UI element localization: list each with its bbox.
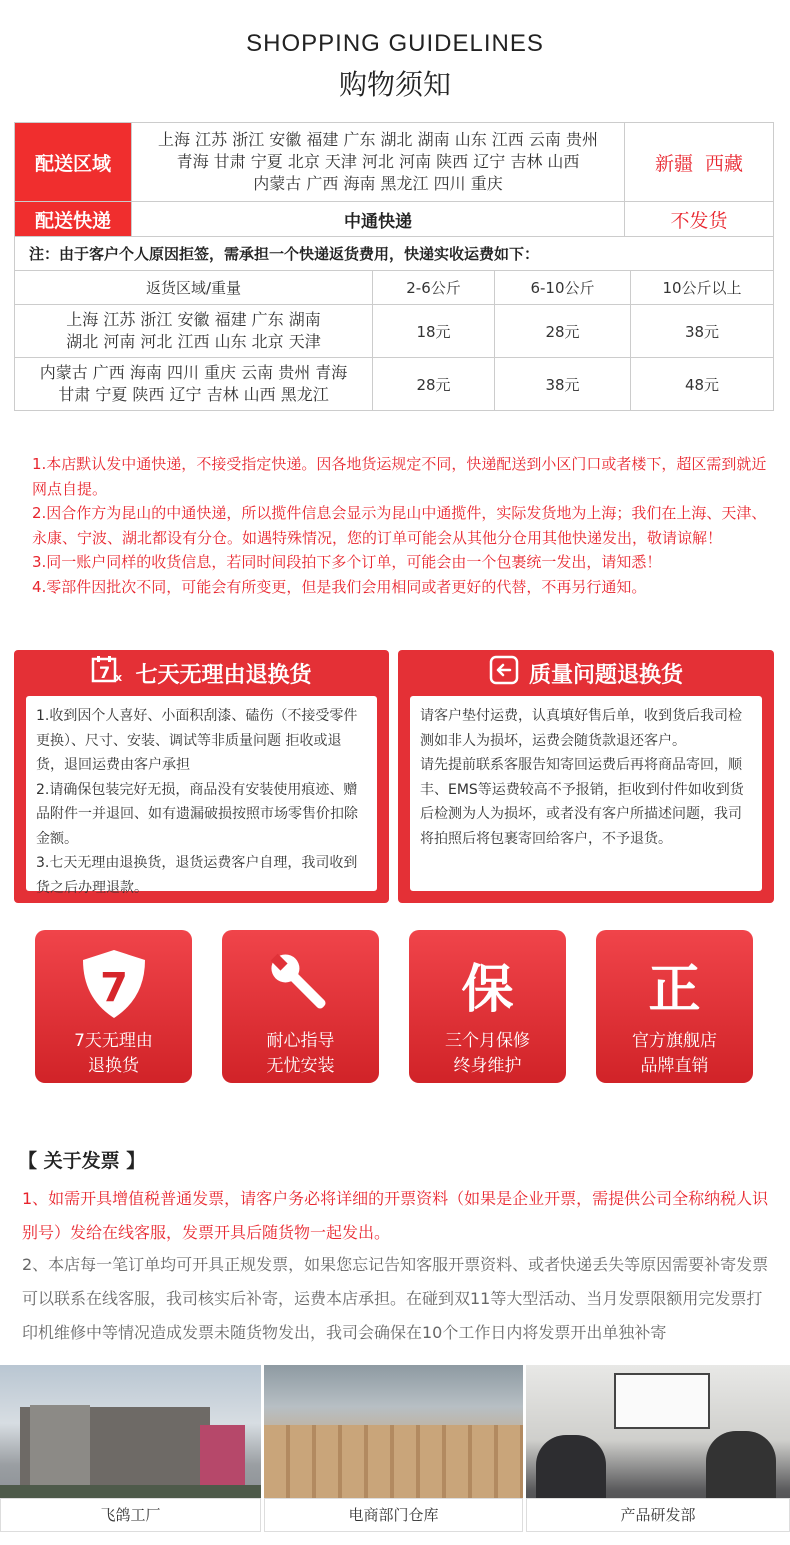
price-cell: 38元 [631, 305, 774, 358]
refusal-note: 注：由于客户个人原因拒签，需承担一个快递返货费用，快递实收运费如下： [14, 236, 774, 270]
policy-item: 3.七天无理由退换货，退货运费客户自理，我司收到货之后办理退款。 [36, 855, 358, 896]
price-cell: 38元 [495, 358, 631, 411]
badge-line1: 耐心指导 [266, 1031, 335, 1051]
column-header: 返货区域/重量 [15, 271, 373, 305]
seven-day-content [26, 696, 377, 896]
photo-caption: 电商部门仓库 [264, 1498, 523, 1532]
badge-warranty [409, 930, 566, 1083]
region-line: 上海 江苏 浙江 安徽 福建 广东 湖南 [66, 310, 321, 329]
seven-day-title [14, 650, 389, 696]
quality-title-text: 质量问题退换货 [528, 662, 683, 688]
price-cell: 18元 [373, 305, 495, 358]
seven-day-title-text: 七天无理由退换货 [135, 662, 312, 688]
return-arrow-icon [489, 655, 519, 691]
badge-line1: 官方旗舰店 [632, 1031, 717, 1051]
region-cell [15, 305, 373, 358]
svg-text:7: 7 [99, 663, 111, 682]
badge-line1: 三个月保修 [445, 1031, 530, 1051]
badge-seven-day [35, 930, 192, 1083]
badge-line2: 无忧安装 [266, 1056, 335, 1076]
bao-char-icon: 保 [461, 959, 514, 1020]
quality-return-box [398, 650, 774, 903]
notice-item: 4.零部件因批次不同，可能会有所变更，但是我们会用相同或者更好的代替，不再另行通知。 [32, 577, 647, 596]
photo-caption: 产品研发部 [526, 1498, 790, 1532]
invoice-item-1: 1、如需开具增值税普通发票，请客户务必将详细的开票资料（如果是企业开票，需提供公司全称纳税人识别号）发给在线客服，发票开具后随货物一起发出。 [22, 1189, 769, 1242]
shipping-notices [32, 452, 772, 599]
area-line: 上海 江苏 浙江 安徽 福建 广东 湖北 湖南 山东 江西 云南 贵州 [158, 130, 598, 149]
shield-7-icon [35, 944, 192, 1024]
page-title-en: SHOPPING GUIDELINES [246, 30, 544, 57]
policy-item: 2.请确保包装完好无损，商品没有安装使用痕迹、赠品附件一并退回、如有遗漏破损按照市场零售价扣除金额。 [36, 781, 358, 847]
svg-text:x: x [115, 671, 123, 684]
policy-item: 1.收到因个人喜好、小面积刮漆、磕伤（不接受零件更换）、尺寸、安装、调试等非质量问题 拒收或退货，退回运费由客户承担 [36, 708, 358, 773]
area-line: 青海 甘肃 宁夏 北京 天津 河北 河南 陕西 辽宁 吉林 山西 [176, 152, 580, 171]
price-cell: 48元 [631, 358, 774, 411]
excluded-areas: 新疆 西藏 [625, 123, 774, 202]
region-line: 内蒙古 广西 海南 四川 重庆 云南 贵州 青海 [39, 363, 348, 382]
factory-photo [0, 1365, 261, 1532]
policy-item: 请先提前联系客服告知寄回运费后再将商品寄回，顺丰、EMS等运费较高不予报销，拒收到付件如收到货后检测为人为损坏，或者没有客户所描述问题，我司将拍照后将包裹寄回给客户，不予退货。 [420, 757, 744, 847]
area-line: 内蒙古 广西 海南 黑龙江 四川 重庆 [253, 174, 503, 193]
region-line: 甘肃 宁夏 陕西 辽宁 吉林 山西 黑龙江 [58, 385, 329, 404]
seven-day-return-box [14, 650, 389, 903]
courier-label: 配送快递 [15, 202, 132, 237]
zheng-char-icon: 正 [648, 959, 701, 1020]
table-row [15, 358, 774, 411]
notice-item: 1.本店默认发中通快递，不接受指定快递。因各地货运规定不同，快递配送到小区门口或者楼下，超区需到就近网点自提。 [32, 455, 767, 498]
return-fee-table [14, 270, 774, 411]
notice-item: 2.因合作方为昆山的中通快递，所以揽件信息会显示为昆山中通揽件，实际发货地为上海；我们在上海、天津、永康、宁波、湖北都设有分仓。如遇特殊情况，您的订单可能会从其他分仓用其他快递发出，敬请谅解！ [32, 504, 767, 547]
quality-title [398, 650, 774, 696]
column-header: 10公斤以上 [631, 271, 774, 305]
region-line: 湖北 河南 河北 江西 山东 北京 天津 [66, 332, 321, 351]
column-header: 2-6公斤 [373, 271, 495, 305]
badge-line2: 品牌直销 [640, 1056, 709, 1076]
invoice-title: 【 关于发票 】 [18, 1150, 146, 1172]
invoice-item-2: 2、本店每一笔订单均可开具正规发票，如果您忘记告知客服开票资料、或者快递丢失等原因需要补寄发票可以联系在线客服，我司核实后补寄，运费本店承担。在碰到双11等大型活动、当月发票限额用完发票打印机维修中等情况造成发票未随货物发出，我司会确保在10个工作日内将发票开出单独补寄 [22, 1255, 769, 1342]
calendar-7-icon [91, 655, 125, 691]
badge-line2: 终身维护 [453, 1056, 522, 1076]
shipping-table [14, 122, 774, 237]
badge-line1: 7天无理由 [74, 1031, 153, 1051]
quality-content [410, 696, 762, 891]
badge-install [222, 930, 379, 1083]
column-header: 6-10公斤 [495, 271, 631, 305]
delivery-area-label: 配送区域 [15, 123, 132, 202]
badge-official [596, 930, 753, 1083]
warehouse-photo [264, 1365, 523, 1532]
wrench-icon [222, 944, 379, 1024]
page-title-cn: 购物须知 [338, 68, 451, 101]
badge-line2: 退换货 [88, 1056, 139, 1076]
photo-caption: 飞鸽工厂 [0, 1498, 261, 1532]
delivery-areas [132, 123, 625, 202]
table-row [15, 305, 774, 358]
notice-item: 3.同一账户同样的收货信息，若同时间段拍下多个订单，可能会由一个包裹统一发出，请知悉！ [32, 553, 662, 571]
svg-text:7: 7 [99, 965, 128, 1011]
courier-name: 中通快递 [132, 202, 625, 237]
policy-item: 请客户垫付运费，认真填好售后单，收到货后我司检测如非人为损坏，运费会随货款退还客户。 [420, 708, 742, 749]
rnd-photo [526, 1365, 790, 1532]
no-ship-label: 不发货 [625, 202, 774, 237]
region-cell [15, 358, 373, 411]
price-cell: 28元 [373, 358, 495, 411]
price-cell: 28元 [495, 305, 631, 358]
